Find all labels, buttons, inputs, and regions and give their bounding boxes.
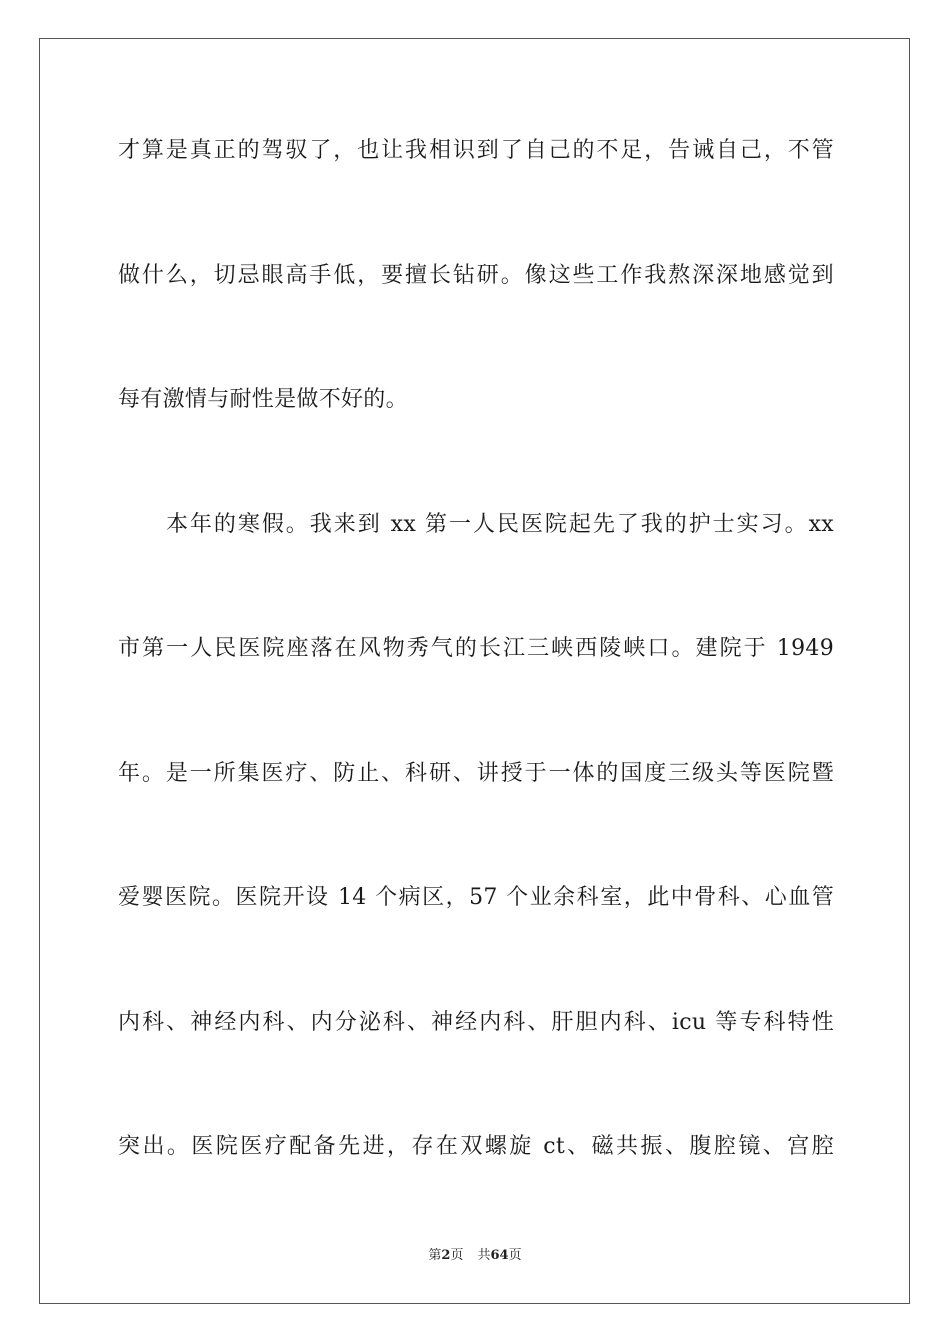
page-unit: 页 bbox=[450, 1248, 464, 1263]
page-frame bbox=[39, 38, 910, 1304]
total-unit: 页 bbox=[508, 1248, 522, 1263]
body-text-line: 爱婴医院。医院开设 14 个病区，57 个业余科室，此中骨科、心血管 bbox=[118, 885, 834, 910]
body-text-line: 本年的寒假。我来到 xx 第一人民医院起先了我的护士实习。xx bbox=[118, 512, 834, 537]
body-text-line: 做什么，切忌眼高手低，要擅长钻研。像这些工作我熬深深地感觉到 bbox=[118, 263, 834, 288]
body-text-line: 年。是一所集医疗、防止、科研、讲授于一体的国度三级头等医院暨 bbox=[118, 761, 834, 786]
body-text-line: 市第一人民医院座落在风物秀气的长江三峡西陵峡口。建院于 1949 bbox=[118, 636, 834, 661]
total-prefix: 共 bbox=[477, 1248, 491, 1263]
page-prefix: 第 bbox=[428, 1248, 442, 1263]
body-text-line: 内科、神经内科、内分泌科、神经内科、肝胆内科、icu 等专科特性 bbox=[118, 1010, 834, 1035]
page-footer bbox=[0, 1247, 950, 1265]
body-text-line: 每有激情与耐性是做不好的。 bbox=[118, 387, 408, 412]
total-pages: 64 bbox=[490, 1248, 509, 1263]
body-text-line: 才算是真正的驾驭了，也让我相识到了自己的不足，告诫自己，不管 bbox=[118, 138, 834, 163]
page-number: 2 bbox=[441, 1248, 451, 1263]
body-text-line: 突出。医院医疗配备先进，存在双螺旋 ct、磁共振、腹腔镜、宫腔 bbox=[118, 1134, 834, 1159]
